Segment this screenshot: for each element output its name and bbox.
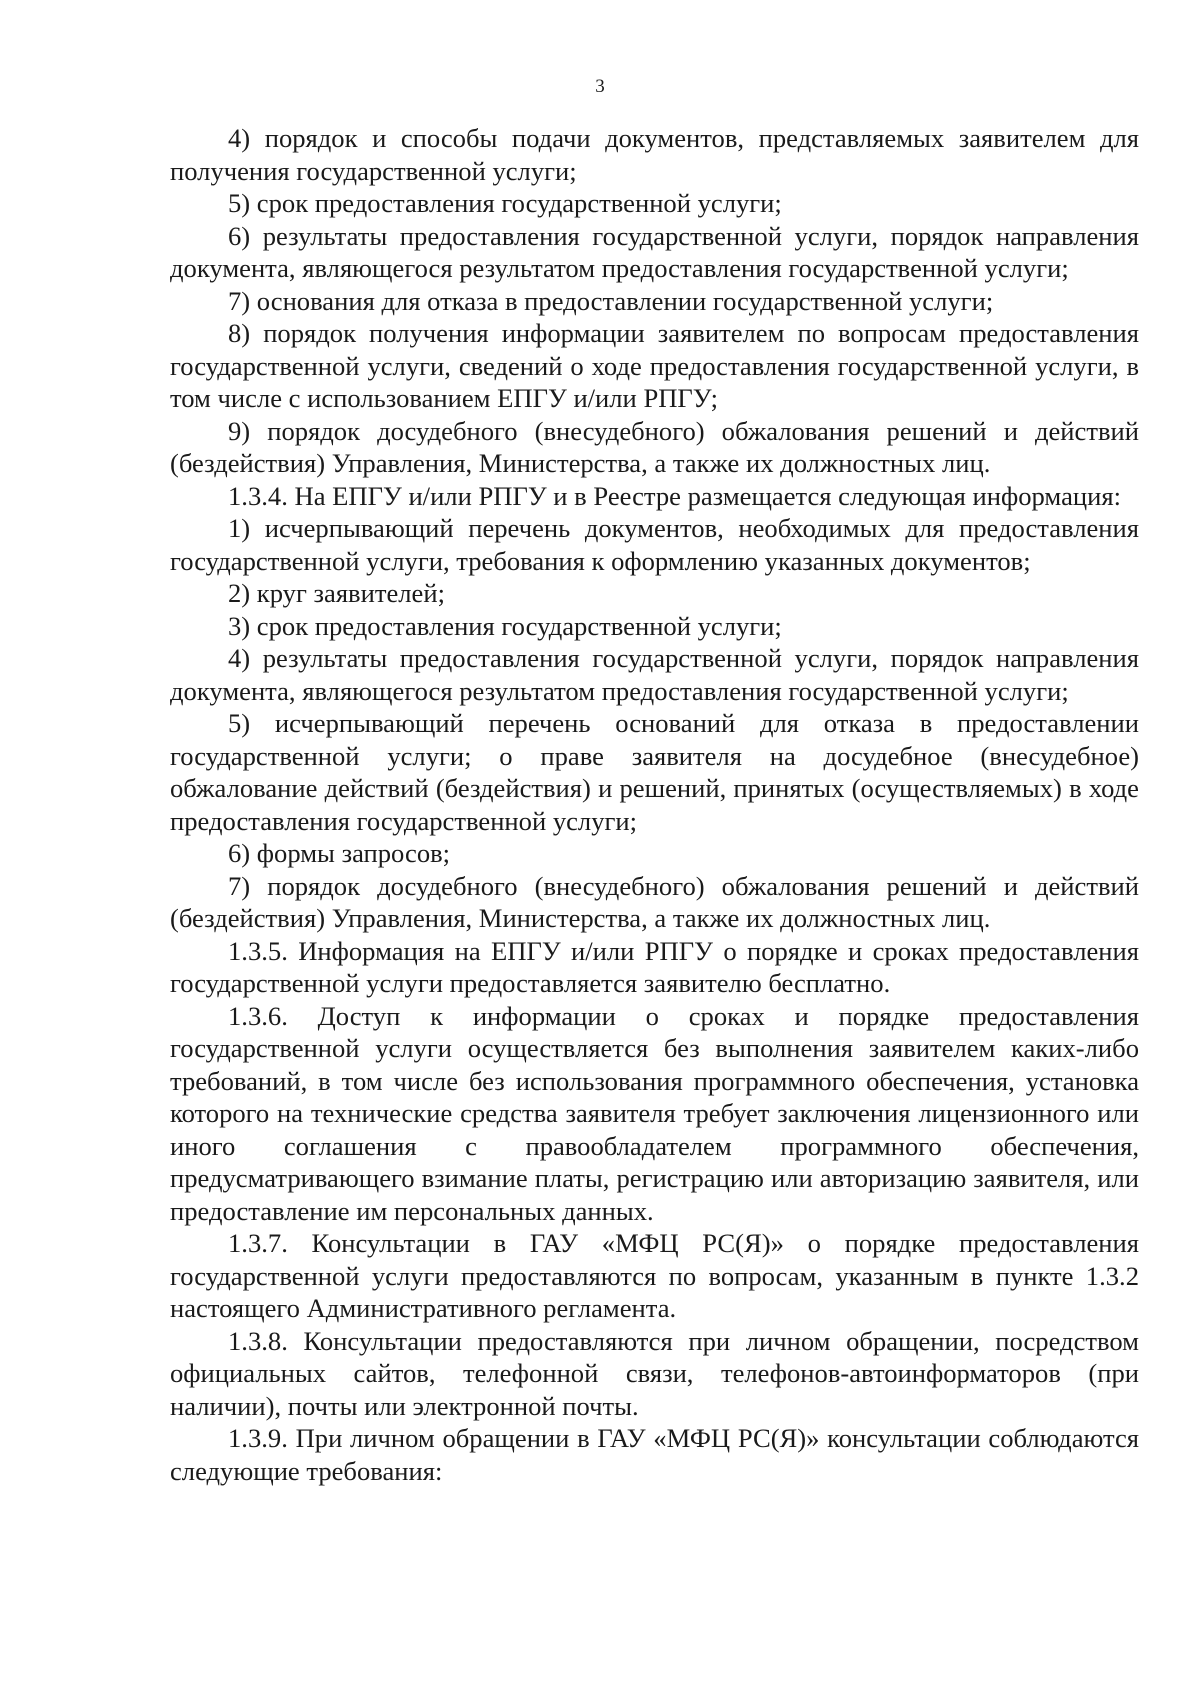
paragraph-item-5-term: 5) срок предоставления государственной услуги; — [228, 188, 782, 218]
paragraph-1-3-5: 1.3.5. Информация на ЕПГУ и/или РПГУ о порядке и сроках предоставления государственной услуги предоставляется заявителю бесплатно. — [170, 935, 1139, 998]
paragraph-1-3-6: 1.3.6. Доступ к информации о сроках и порядке предоставления государственной услуги осуществляется без выполнения заявителем каких-либо требований, в том числе без использования программного обеспечения, установка которого на технические средства заявителя требует заключения лицензионного или иного соглашения с правообладателем программного обеспечения, предусматривающего взимание платы, регистрацию или авторизацию заявителя, или предоставление им персональных данных. — [170, 1000, 1139, 1226]
paragraph-item-4-submission: 4) порядок и способы подачи документов, представляемых заявителем для получения государственной услуги; — [170, 123, 1139, 186]
paragraph-1-3-9: 1.3.9. При личном обращении в ГАУ «МФЦ РС(Я)» консультации соблюдаются следующие требования: — [170, 1423, 1139, 1486]
paragraph-list-2-applicants: 2) круг заявителей; — [228, 578, 445, 608]
paragraph-item-8-information: 8) порядок получения информации заявителем по вопросам предоставления государственной услуги, сведений о ходе предоставления государственной услуги, в том числе с использованием ЕПГУ и/или РПГУ; — [170, 318, 1139, 413]
paragraph-list-1-documents: 1) исчерпывающий перечень документов, необходимых для предоставления государственной услуги, требования к оформлению указанных документов; — [170, 513, 1139, 576]
paragraph-list-7-appeal: 7) порядок досудебного (внесудебного) обжалования решений и действий (бездействия) Управления, Министерства, а также их должностных лиц. — [170, 870, 1139, 933]
paragraph-item-6-results: 6) результаты предоставления государственной услуги, порядок направления документа, являющегося результатом предоставления государственной услуги; — [170, 220, 1139, 283]
paragraph-list-6-forms: 6) формы запросов; — [228, 838, 451, 868]
paragraph-list-5-grounds: 5) исчерпывающий перечень оснований для отказа в предоставлении государственной услуги; о праве заявителя на досудебное (внесудебное) обжалование действий (бездействия) и решений, принятых (осуществляемых) в ходе предоставления государственной услуги; — [170, 708, 1139, 836]
paragraph-1-3-8: 1.3.8. Консультации предоставляются при личном обращении, посредством официальных сайтов, телефонной связи, телефонов-автоинформаторов (при наличии), почты или электронной почты. — [170, 1325, 1139, 1421]
document-body — [170, 122, 1139, 1487]
paragraph-list-4-results: 4) результаты предоставления государственной услуги, порядок направления документа, являющегося результатом предоставления государственной услуги; — [170, 643, 1139, 706]
paragraph-1-3-4: 1.3.4. На ЕПГУ и/или РПГУ и в Реестре размещается следующая информация: — [228, 480, 1121, 511]
paragraph-1-3-7: 1.3.7. Консультации в ГАУ «МФЦ РС(Я)» о порядке предоставления государственной услуги предоставляются по вопросам, указанным в пункте 1.3.2 настоящего Административного регламента. — [170, 1228, 1139, 1323]
page-number: 3 — [595, 76, 605, 97]
paragraph-list-3-term: 3) срок предоставления государственной услуги; — [228, 610, 782, 641]
paragraph-item-9-appeal: 9) порядок досудебного (внесудебного) обжалования решений и действий (бездействия) Управления, Министерства, а также их должностных лиц. — [170, 415, 1139, 478]
paragraph-item-7-refusal: 7) основания для отказа в предоставлении государственной услуги; — [228, 285, 994, 316]
